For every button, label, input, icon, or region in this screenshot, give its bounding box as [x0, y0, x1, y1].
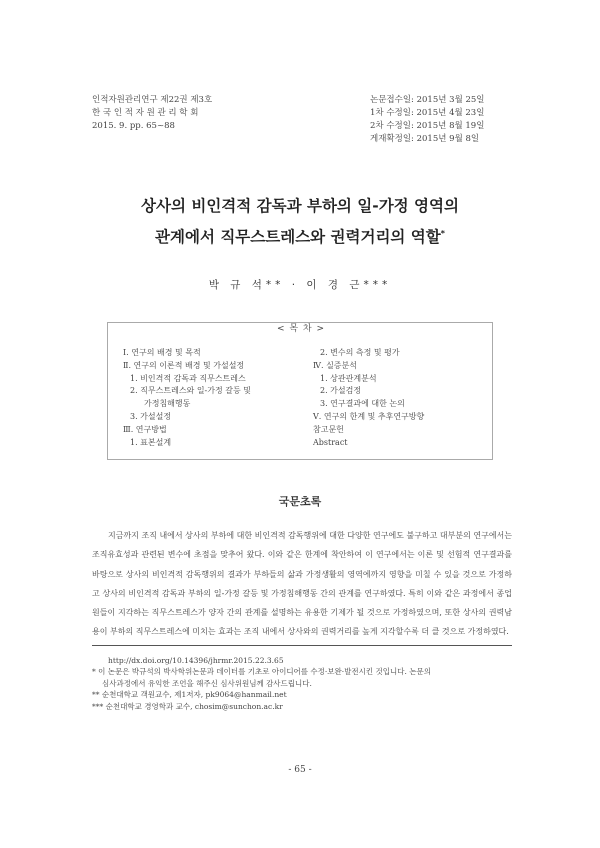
toc-item: Abstract — [313, 437, 348, 447]
footnote-corresponding-author: *** 순천대학교 경영학과 교수, chosim@sunchon.ac.kr — [92, 701, 283, 711]
toc-item: 3. 연구결과에 대한 논의 — [320, 399, 405, 409]
toc-label: < 목 차 > — [271, 324, 331, 334]
paper-title — [40, 192, 560, 251]
toc-item: 1. 비인격적 감독과 직무스트레스 — [130, 373, 246, 383]
table-of-contents — [107, 322, 493, 460]
date-revised-2: 2차 수정일: 2015년 8월 19일 — [370, 121, 485, 131]
date-received: 논문접수일: 2015년 3월 25일 — [370, 95, 485, 105]
toc-item: 2. 변수의 측정 및 평가 — [320, 348, 400, 357]
footnote-acknowledgement-cont: 심사과정에서 유익한 조언을 해주신 심사위원님께 감사드립니다. — [102, 678, 312, 688]
toc-item: Ⅰ. 연구의 배경 및 목적 — [123, 348, 201, 357]
journal-info — [92, 94, 212, 133]
abstract-heading: 국문초록 — [278, 495, 322, 508]
toc-right-column — [313, 347, 424, 449]
society-name: 한 국 인 적 자 원 관 리 학 회 — [92, 108, 199, 118]
toc-item: 가정침해행동 — [144, 399, 191, 409]
footnote-first-author: ** 순천대학교 객원교수, 제1저자, pk9064@hanmail.net — [92, 690, 287, 700]
toc-item: 3. 가설설정 — [130, 411, 172, 421]
submission-dates — [370, 94, 485, 146]
toc-item: Ⅴ. 연구의 한계 및 추후연구방향 — [313, 411, 425, 421]
title-line-1: 상사의 비인격적 감독과 부하의 일-가정 영역의 — [141, 197, 459, 215]
journal-pages: 2015. 9. pp. 65~88 — [92, 121, 175, 131]
toc-item: 2. 가설검정 — [320, 386, 362, 396]
journal-name: 인적자원관리연구 제22권 제3호 — [92, 95, 213, 105]
author-list: 박 규 석** · 이 경 근*** — [208, 279, 392, 291]
title-line-2: 관계에서 직무스트레스와 권력거리의 역할* — [155, 228, 445, 247]
date-accepted: 게재확정일: 2015년 9월 8일 — [370, 134, 480, 144]
footnote-divider — [92, 645, 512, 646]
date-revised-1: 1차 수정일: 2015년 4월 23일 — [370, 108, 485, 118]
footnote-acknowledgement: * 이 논문은 박규석의 박사학위논문과 데이터를 기초로 아이디어를 수정·보완·발전시킨 것입니다. 논문의 — [92, 667, 432, 677]
doi-link[interactable]: http://dx.doi.org/10.14396/jhrmr.2015.22.3.65 — [108, 656, 284, 665]
toc-item: Ⅱ. 연구의 이론적 배경 및 가설설정 — [123, 360, 245, 370]
toc-left-column — [123, 347, 251, 449]
toc-item: 1. 상관관계분석 — [320, 373, 377, 383]
toc-item: 참고문헌 — [313, 424, 344, 434]
page-number: - 65 - — [288, 765, 312, 775]
toc-item: Ⅳ. 실증분석 — [313, 360, 357, 370]
toc-item: 1. 표본설계 — [130, 437, 172, 447]
abstract-paragraph: 지금까지 조직 내에서 상사의 부하에 대한 비인격적 감독행위에 대한 다양한 연구에도 불구하고 대부분의 연구에서는 조직유효성과 관련된 변수에 초점을 맞추어 왔다. 이와 같은 한계에 착안하여 이 연구에서는 이론 및 선험적 연구결과를 바탕으로 상사의 비인격적 감독행위의 결과가 부하들의 삶과 가정생활의 영역에까지 영향을 미칠 수 있을 것으로 가정하고 상사의 비인격적 감독과 부하의 일-가정 갈등 및 가정침해행동 간의 관계를 연구하였다. 특히 이와 같은 과정에서 종업원들이 지각하는 직무스트레스가 양자 간의 관계를 설명하는 유용한 기제가 될 것으로 가정하였으며, 또한 상사의 권력남용이 부하의 직무스트레스에 미치는 효과는 조직 내에서 상사와의 권력거리를 높게 지각할수록 더 클 것으로 가정하였다. — [92, 531, 512, 637]
toc-item: Ⅲ. 연구방법 — [123, 424, 167, 434]
footnotes — [92, 655, 512, 712]
abstract-body — [92, 526, 512, 642]
title-footnote-mark: * — [440, 229, 445, 238]
toc-item: 2. 직무스트레스와 일-가정 갈등 및 — [130, 386, 251, 396]
